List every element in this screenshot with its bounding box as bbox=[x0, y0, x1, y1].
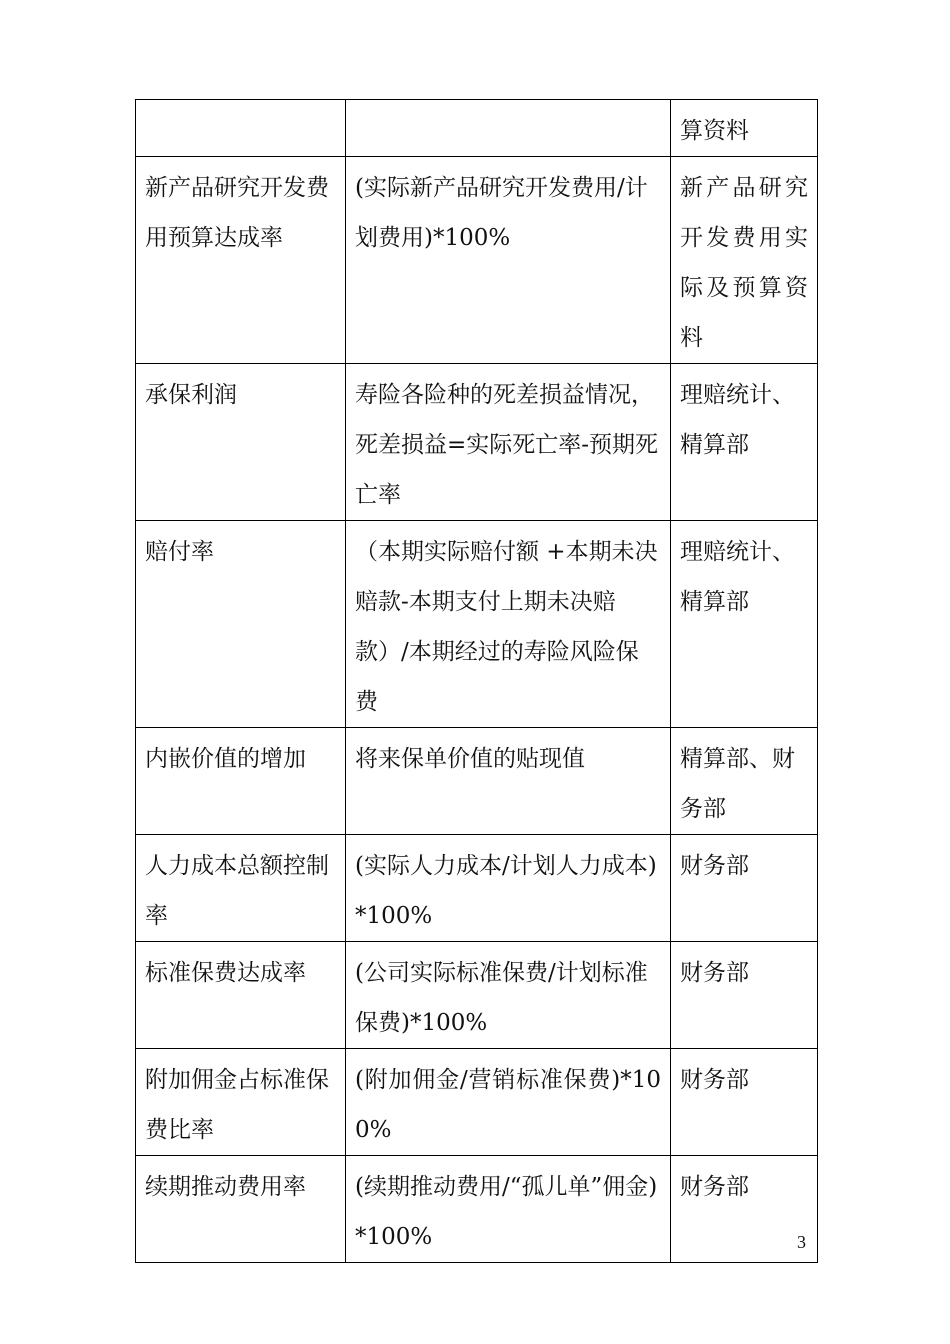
indicator-cell: 续期推动费用率 bbox=[136, 1156, 346, 1263]
indicator-cell: 人力成本总额控制率 bbox=[136, 835, 346, 942]
indicator-cell: 附加佣金占标准保费比率 bbox=[136, 1049, 346, 1156]
formula-cell: 寿险各险种的死差损益情况，死差损益=实际死亡率-预期死亡率 bbox=[346, 364, 671, 521]
source-cell: 理赔统计、精算部 bbox=[671, 521, 818, 728]
indicator-table bbox=[135, 99, 818, 1263]
indicator-cell: 内嵌价值的增加 bbox=[136, 728, 346, 835]
indicator-cell: 赔付率 bbox=[136, 521, 346, 728]
indicator-cell bbox=[136, 100, 346, 157]
formula-cell: (续期推动费用/“孤儿单”佣金)*100% bbox=[346, 1156, 671, 1263]
table-row bbox=[136, 100, 818, 157]
source-cell: 理赔统计、精算部 bbox=[671, 364, 818, 521]
source-cell: 财务部 bbox=[671, 1049, 818, 1156]
formula-cell: （本期实际赔付额 +本期未决赔款-本期支付上期未决赔款）/本期经过的寿险风险保费 bbox=[346, 521, 671, 728]
formula-cell: 将来保单价值的贴现值 bbox=[346, 728, 671, 835]
source-cell: 财务部 bbox=[671, 835, 818, 942]
table-row bbox=[136, 521, 818, 728]
source-cell: 财务部 bbox=[671, 1156, 818, 1263]
indicator-cell: 承保利润 bbox=[136, 364, 346, 521]
table-row bbox=[136, 728, 818, 835]
source-cell: 算资料 bbox=[671, 100, 818, 157]
table-row bbox=[136, 157, 818, 364]
formula-cell: (公司实际标准保费/计划标准保费)*100% bbox=[346, 942, 671, 1049]
table-row bbox=[136, 835, 818, 942]
indicator-cell: 标准保费达成率 bbox=[136, 942, 346, 1049]
formula-cell: (实际人力成本/计划人力成本)*100% bbox=[346, 835, 671, 942]
table-row bbox=[136, 1156, 818, 1263]
table-row bbox=[136, 1049, 818, 1156]
table-row bbox=[136, 364, 818, 521]
indicator-cell: 新产品研究开发费用预算达成率 bbox=[136, 157, 346, 364]
formula-cell: (附加佣金/营销标准保费)*100% bbox=[346, 1049, 671, 1156]
source-cell: 新产品研究开发费用实际及预算资料 bbox=[671, 157, 818, 364]
formula-cell: (实际新产品研究开发费用/计划费用)*100% bbox=[346, 157, 671, 364]
formula-cell bbox=[346, 100, 671, 157]
page-number: 3 bbox=[797, 1232, 806, 1252]
source-cell: 精算部、财务部 bbox=[671, 728, 818, 835]
source-cell: 财务部 bbox=[671, 942, 818, 1049]
table-row bbox=[136, 942, 818, 1049]
